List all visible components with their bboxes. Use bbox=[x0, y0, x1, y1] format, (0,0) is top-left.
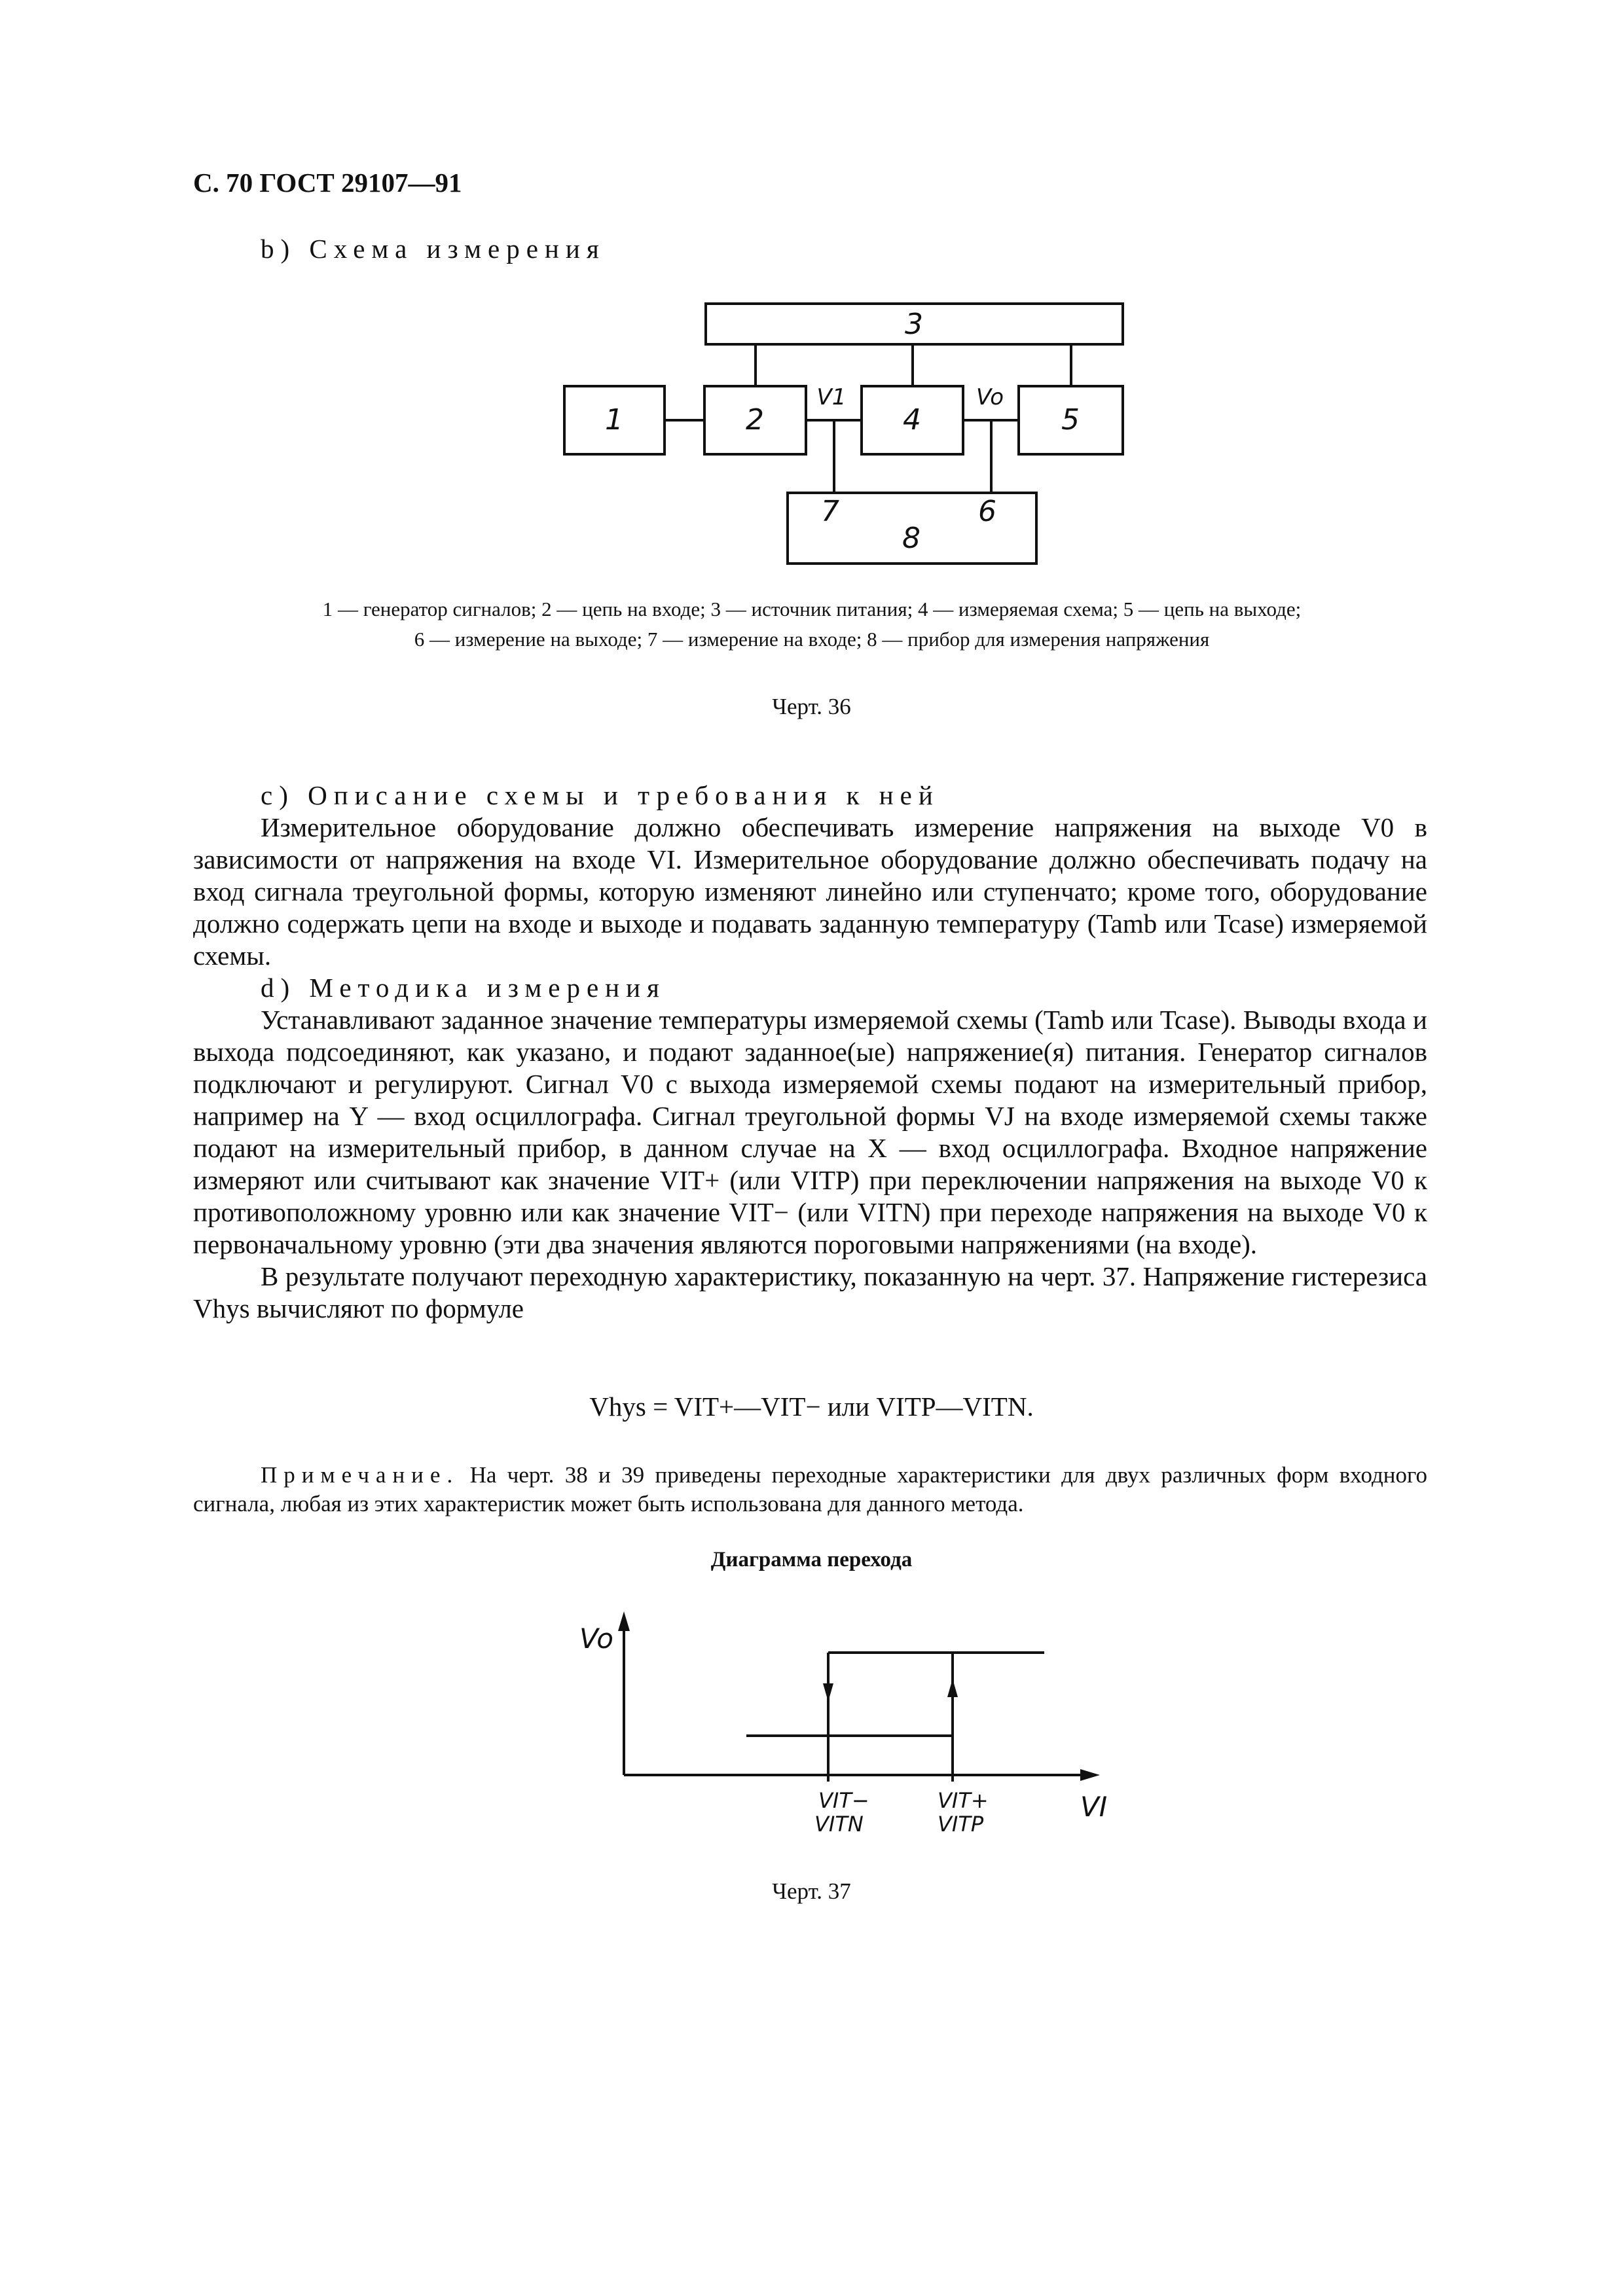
caption-line-1: 1 — генератор сигналов; 2 — цепь на входе; 3 — источник питания; 4 — измеряемая схема; 5 — цепь на выходе; bbox=[322, 598, 1302, 620]
note bbox=[193, 1461, 1427, 1518]
diagram-title: Диаграмма перехода bbox=[710, 1548, 913, 1571]
tick-vitp: VITP bbox=[938, 1812, 984, 1837]
figure-number-36: Черт. 36 bbox=[772, 694, 851, 719]
section-c bbox=[193, 780, 1427, 1325]
tick-vit-minus: VIT− bbox=[818, 1788, 869, 1813]
label-4: 4 bbox=[903, 403, 921, 437]
section-b-heading: b) Схема измерения bbox=[261, 234, 606, 264]
section-c-heading: c) Описание схемы и требования к ней bbox=[261, 780, 939, 810]
page-header: С. 70 ГОСТ 29107—91 bbox=[193, 168, 462, 198]
transition-diagram bbox=[0, 1597, 1623, 1911]
y-axis-label: Vo bbox=[579, 1623, 613, 1655]
note-text: На черт. 38 и 39 приведены переходные характеристики для двух различных форм входного сигнала, любая из этих характеристик может быть использована для данного метода. bbox=[193, 1462, 1427, 1516]
label-8: 8 bbox=[902, 522, 921, 555]
figure-caption-36 bbox=[196, 594, 1427, 655]
label-1: 1 bbox=[605, 403, 623, 437]
hysteresis-formula: Vhys = VIT+—VIT− или VITP—VITN. bbox=[589, 1391, 1034, 1422]
section-c-text: Измерительное оборудование должно обеспечивать измерение напряжения на выходе V0 в зависимости от напряжения на входе VI. Измерительное оборудование должно обеспечивать подачу на вход сигнала треугольной формы, которую изменяют линейно или ступенчато; кроме того, оборудование должно содержать цепи на входе и выходе и подавать заданную температуру (Tamb или Tcase) измеряемой схемы. bbox=[193, 812, 1427, 971]
y-axis-arrow bbox=[618, 1611, 630, 1631]
label-5: 5 bbox=[1061, 403, 1080, 437]
label-v-out: Vo bbox=[976, 384, 1004, 410]
caption-line-2: 6 — измерение на выходе; 7 — измерение на входе; 8 — прибор для измерения напряжения bbox=[414, 628, 1210, 651]
note-label: Примечание. bbox=[261, 1462, 460, 1488]
label-2: 2 bbox=[746, 403, 764, 437]
label-7: 7 bbox=[821, 495, 839, 528]
x-axis-label: VI bbox=[1080, 1791, 1108, 1823]
figure-number-37: Черт. 37 bbox=[772, 1878, 851, 1904]
up-arrow bbox=[947, 1679, 958, 1697]
tick-vitn: VITN bbox=[814, 1812, 864, 1837]
section-d-heading: d) Методика измерения bbox=[261, 973, 666, 1003]
label-6: 6 bbox=[978, 495, 996, 528]
label-v-in: V1 bbox=[816, 384, 847, 410]
down-arrow bbox=[823, 1683, 833, 1702]
label-3: 3 bbox=[905, 308, 923, 341]
section-d-text-2: В результате получают переходную характеристику, показанную на черт. 37. Напряжение гистерезиса Vhys вычисляют по формуле bbox=[193, 1261, 1427, 1323]
section-d-text-1: Устанавливают заданное значение температуры измеряемой схемы (Tamb или Tcase). Выводы входа и выхода подсоединяют, как указано, и подают заданное(ые) напряжение(я) питания. Генератор сигналов подключают и регулируют. Сигнал V0 с выхода измеряемой схемы подают на измерительный прибор, например на Y — вход осциллографа. Сигнал треугольной формы VJ на входе измеряемой схемы также подают на измерительный прибор, в данном случае на X — вход осциллографа. Входное напряжение измеряют или считывают как значение VIT+ (или VITP) при переключении напряжения на выходе V0 к противоположному уровню или как значение VIT− (или VITN) при переходе напряжения на выходе V0 к первоначальному уровню (эти два значения являются пороговыми напряжениями (на входе). bbox=[193, 1005, 1427, 1259]
x-axis-arrow bbox=[1080, 1769, 1100, 1781]
tick-vit-plus: VIT+ bbox=[938, 1788, 989, 1813]
